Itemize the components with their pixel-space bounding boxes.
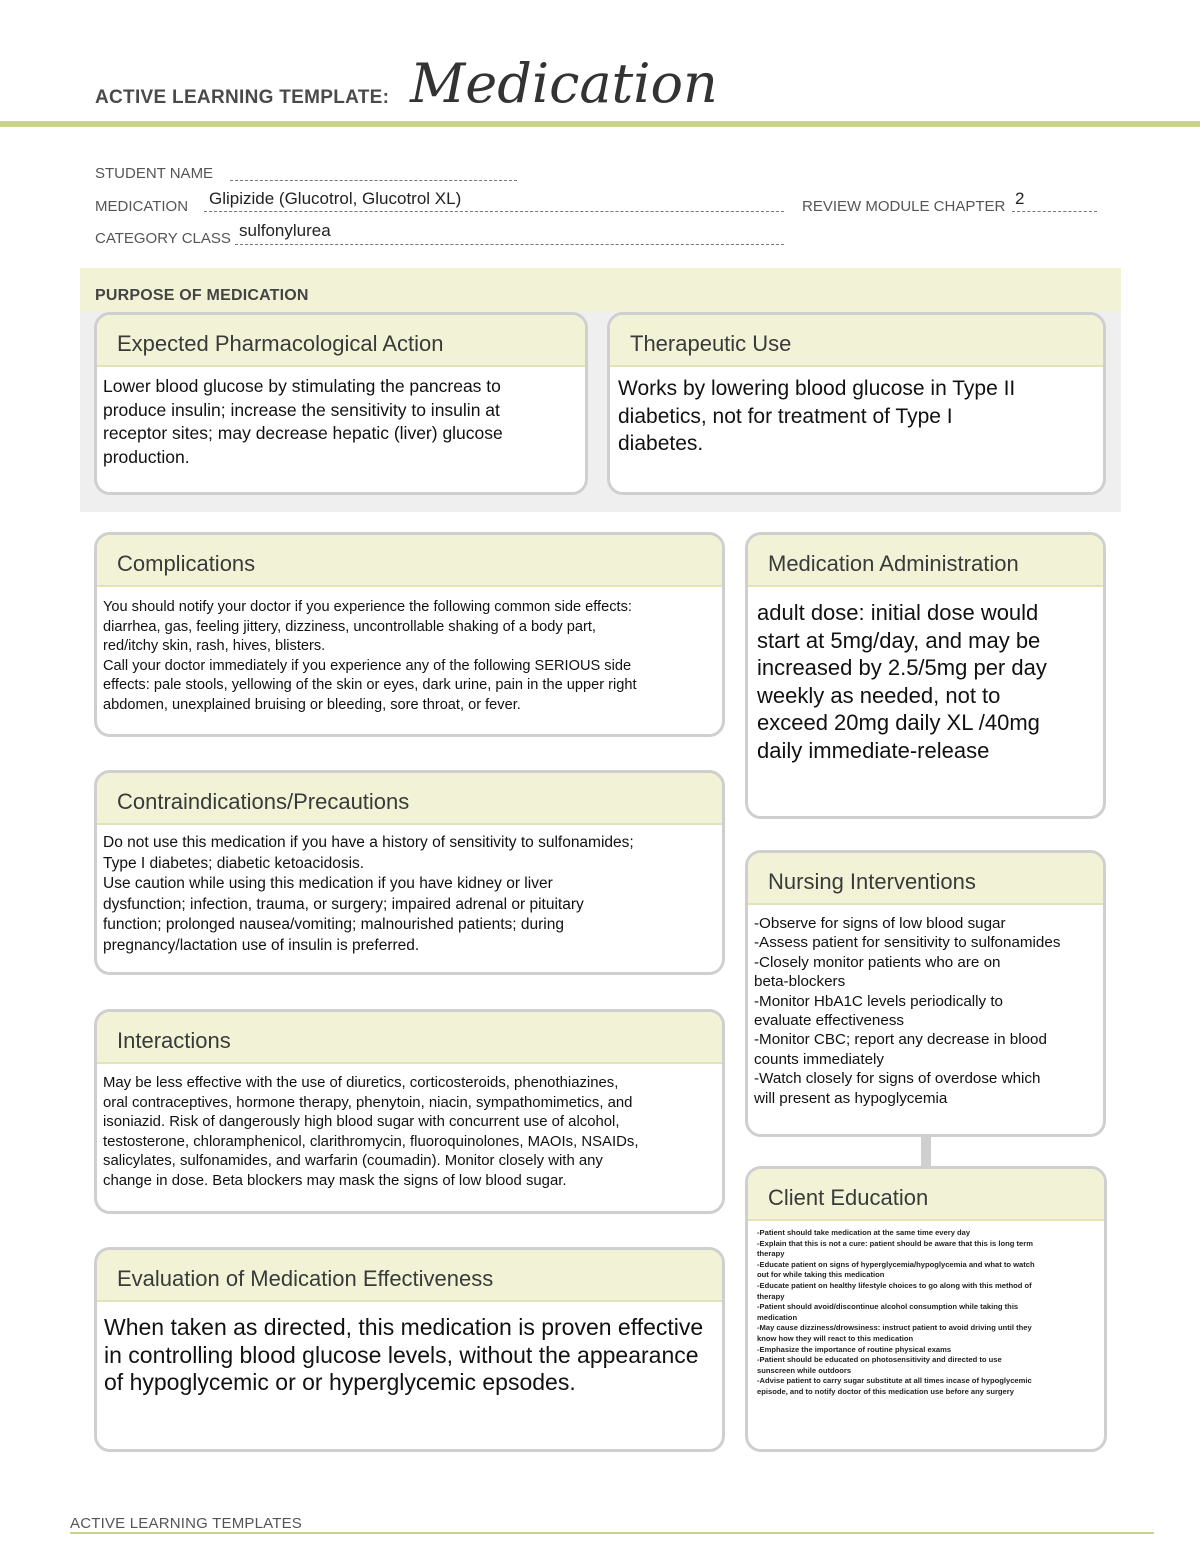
text-line: weekly as needed, not to [757, 682, 1001, 708]
text-line: May be less effective with the use of diuretics, corticosteroids, phenothiazines, [103, 1075, 619, 1091]
text-line: -Observe for signs of low blood sugar [754, 915, 1006, 932]
complications-title: Complications [97, 535, 722, 587]
complications-body [97, 587, 722, 715]
text-line: diarrhea, gas, feeling jittery, dizziness, uncontrollable shaking of a body part, [103, 618, 596, 635]
text-line: sunscreen while outdoors [757, 1365, 852, 1375]
template-label: ACTIVE LEARNING TEMPLATE: [95, 87, 390, 108]
text-line: -Assess patient for sensitivity to sulfonamides [754, 934, 1061, 952]
evaluation-body [97, 1302, 722, 1397]
text-line: -Educate patient on healthy lifestyle choices to go along with this method of [757, 1280, 1032, 1290]
client-education-body [748, 1221, 1104, 1398]
text-line: change in dose. Beta blockers may mask the signs of low blood sugar. [103, 1172, 567, 1189]
text-line: -Patient should take medication at the same time every day [757, 1228, 971, 1237]
footer-rule [70, 1532, 1154, 1534]
therapeutic-use-card [607, 312, 1106, 495]
text-line: When taken as directed, this medication is proven effective [104, 1314, 704, 1340]
expected-action-card [94, 312, 588, 495]
text-line: -Explain that this is not a cure: patient should be aware that this is long term [757, 1238, 1033, 1248]
review-chapter-value: 2 [1015, 189, 1025, 208]
contraindications-body [97, 825, 722, 956]
text-line: -Monitor CBC; report any decrease in blood [754, 1031, 1047, 1049]
card-connector [921, 1136, 931, 1166]
text-line: start at 5mg/day, and may be [757, 627, 1041, 653]
nursing-body [748, 905, 1103, 1108]
review-chapter-label: REVIEW MODULE CHAPTER [802, 198, 1006, 215]
contraindications-card [94, 770, 725, 975]
text-line: testosterone, chloramphenicol, clarithromycin, fluoroquinolones, MAOIs, NSAIDs, [103, 1133, 639, 1150]
administration-body [748, 587, 1103, 764]
text-line: -Educate patient on signs of hyperglycemia/hypoglycemia and what to watch [757, 1259, 1035, 1269]
nursing-card [745, 850, 1106, 1137]
text-line: medication [757, 1312, 798, 1322]
interactions-body [97, 1064, 722, 1192]
student-name-field[interactable] [230, 162, 517, 181]
complications-card [94, 532, 725, 737]
evaluation-title: Evaluation of Medication Effectiveness [97, 1250, 722, 1302]
text-line: Use caution while using this medication if you have kidney or liver [103, 875, 553, 892]
text-line: evaluate effectiveness [754, 1012, 905, 1030]
text-line: Works by lowering blood glucose in Type II [618, 377, 1016, 400]
text-line: red/itchy skin, rash, hives, blisters. [103, 638, 326, 654]
purpose-title: PURPOSE OF MEDICATION [95, 287, 309, 304]
category-class-value: sulfonylurea [239, 221, 331, 240]
text-line: Do not use this medication if you have a history of sensitivity to sulfonamides; [103, 834, 634, 851]
medication-label: MEDICATION [95, 198, 189, 215]
text-line: -Emphasize the importance of routine physical exams [757, 1344, 952, 1354]
therapeutic-use-body [610, 367, 1103, 458]
text-line: You should notify your doctor if you experience the following common side effects: [103, 599, 632, 615]
text-line: diabetics, not for treatment of Type I [618, 404, 953, 428]
contraindications-title: Contraindications/Precautions [97, 773, 722, 825]
footer-label: ACTIVE LEARNING TEMPLATES [70, 1515, 302, 1532]
text-line: Call your doctor immediately if you experience any of the following SERIOUS side [103, 657, 632, 674]
text-line: diabetes. [618, 432, 704, 455]
text-line: isoniazid. Risk of dangerously high blood sugar with concurrent use of alcohol, [103, 1114, 620, 1131]
therapeutic-use-title: Therapeutic Use [610, 315, 1103, 367]
text-line: -May cause dizziness/drowsiness: instruct patient to avoid driving until they [757, 1323, 1032, 1333]
expected-action-body [97, 367, 585, 469]
expected-action-title: Expected Pharmacological Action [97, 315, 585, 367]
text-line: Type I diabetes; diabetic ketoacidosis. [103, 854, 365, 872]
administration-card [745, 532, 1106, 819]
text-line: -Closely monitor patients who are on [754, 953, 1001, 971]
text-line: exceed 20mg daily XL /40mg [757, 710, 1040, 735]
medication-value: Glipizide (Glucotrol, Glucotrol XL) [209, 189, 462, 208]
text-line: salicylates, sulfonamides, and warfarin (coumadin). Monitor closely with any [103, 1153, 603, 1170]
text-line: function; prolonged nausea/vomiting; malnourished patients; during [103, 916, 564, 933]
text-line: in controlling blood glucose levels, without the appearance [104, 1341, 699, 1368]
text-line: abdomen, unexplained bruising or bleeding, sore throat, or fever. [103, 696, 521, 713]
interactions-card [94, 1009, 725, 1214]
text-line: production. [103, 446, 190, 467]
header-rule [0, 121, 1200, 127]
text-line: -Advise patient to carry sugar substitute at all times incase of hypoglycemic [757, 1376, 1032, 1386]
nursing-title: Nursing Interventions [748, 853, 1103, 905]
text-line: oral contraceptives, hormone therapy, phenytoin, niacin, sympathomimetics, and [103, 1094, 633, 1111]
client-education-card [745, 1166, 1107, 1452]
text-line: of hypoglycemic or or hyperglycemic epsodes. [104, 1369, 576, 1395]
text-line: receptor sites; may decrease hepatic (liver) glucose [103, 423, 503, 443]
text-line: counts immediately [754, 1050, 884, 1068]
category-class-label: CATEGORY CLASS [95, 230, 231, 247]
review-chapter-field[interactable] [1012, 193, 1097, 212]
text-line: episode, and to notify doctor of this medication use before any surgery [757, 1386, 1014, 1396]
text-line: daily immediate-release [757, 737, 990, 763]
text-line: pregnancy/lactation use of insulin is preferred. [103, 936, 420, 954]
text-line: increased by 2.5/5mg per day [757, 655, 1047, 680]
text-line: therapy [757, 1249, 785, 1259]
text-line: therapy [757, 1291, 785, 1301]
evaluation-card [94, 1247, 725, 1452]
text-line: -Patient should avoid/discontinue alcohol consumption while taking this [757, 1302, 1019, 1312]
text-line: will present as hypoglycemia [754, 1089, 948, 1107]
text-line: -Patient should be educated on photosensitivity and directed to use [757, 1355, 1002, 1365]
text-line: produce insulin; increase the sensitivity to insulin at [103, 399, 500, 420]
text-line: adult dose: initial dose would [757, 600, 1039, 625]
page-title: Medication [410, 52, 718, 115]
text-line: effects: pale stools, yellowing of the skin or eyes, dark urine, pain in the upper right [103, 677, 637, 693]
text-line: -Monitor HbA1C levels periodically to [754, 992, 1004, 1010]
interactions-title: Interactions [97, 1012, 722, 1064]
text-line: know how they will react to this medication [757, 1333, 914, 1343]
text-line: out for while taking this medication [757, 1270, 885, 1280]
text-line: Lower blood glucose by stimulating the pancreas to [103, 376, 501, 396]
text-line: -Watch closely for signs of overdose which [754, 1070, 1041, 1088]
student-name-label: STUDENT NAME [95, 165, 214, 182]
administration-title: Medication Administration [748, 535, 1103, 587]
text-line: dysfunction; infection, trauma, or surgery; impaired adrenal or pituitary [103, 895, 584, 913]
text-line: beta-blockers [754, 973, 846, 991]
client-education-title: Client Education [748, 1169, 1104, 1221]
